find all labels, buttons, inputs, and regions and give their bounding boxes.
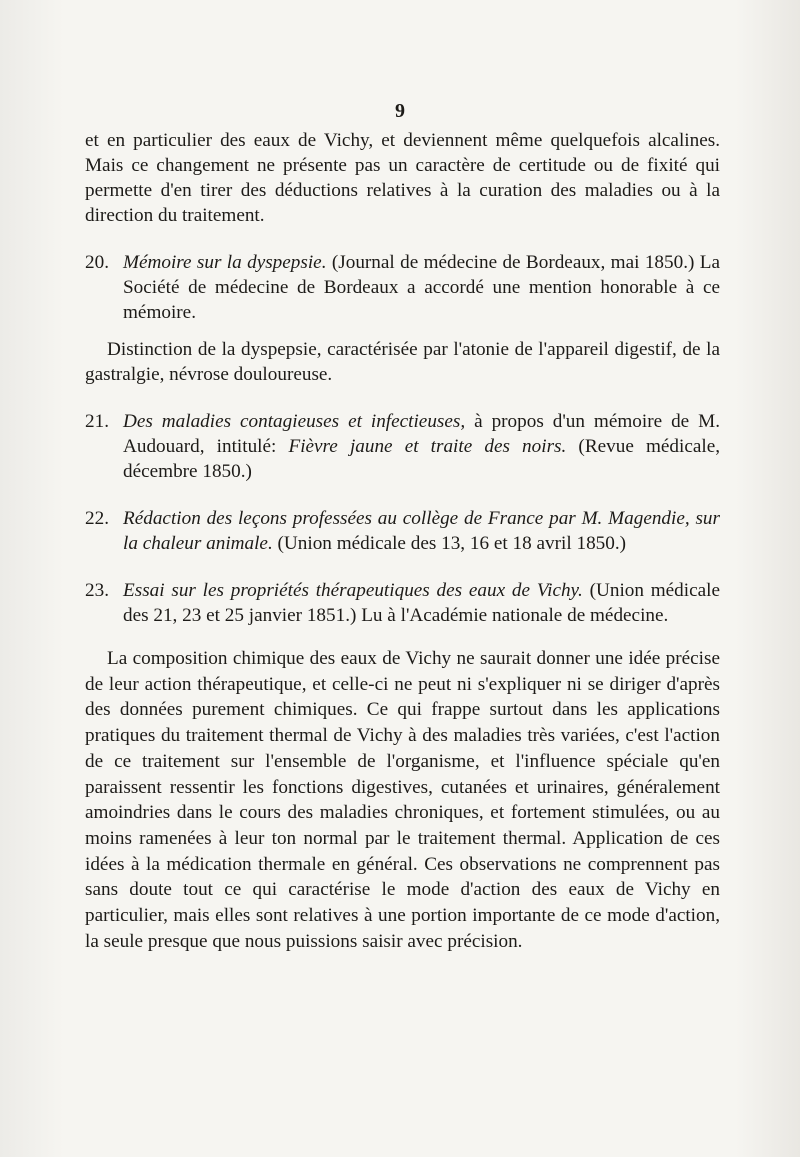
entry-number: 20. <box>85 252 109 273</box>
entry-body <box>123 250 720 325</box>
entry-citation: (Revue médicale, décembre 1850.) <box>123 436 721 482</box>
entry-citation: (Journal de médecine de Bordeaux, mai 1850.) La Société de médecine de Bordeaux a accordé une mention honorable à ce mémoire. <box>123 252 720 323</box>
entry-number: 22. <box>85 508 109 529</box>
entry-title: Essai sur les propriétés thérapeutiques des eaux de Vichy. <box>123 580 583 601</box>
page-body <box>85 128 720 954</box>
entry-21 <box>85 409 720 484</box>
entry-citation: (Union médicale des 13, 16 et 18 avril 1850.) <box>272 533 627 554</box>
entry-middle: à propos d'un mémoire de M. Audouard, intitulé: <box>123 411 720 457</box>
entry-22 <box>85 506 720 556</box>
entry-body <box>123 506 720 556</box>
entry-title-secondary: Fièvre jaune et traite des noirs. <box>288 436 567 457</box>
intro-paragraph: et en particulier des eaux de Vichy, et deviennent même quelquefois alcalines. Mais ce changement ne présente pas un caractère de certitude ou de fixité qui permette d'en tirer des déductions relatives à la curation des maladies ou à la direction du traitement. <box>85 130 720 226</box>
entry-citation: (Union médicale des 21, 23 et 25 janvier 1851.) Lu à l'Académie nationale de médecine. <box>123 580 720 626</box>
entry-20-detail: Distinction de la dyspepsie, caractérisée par l'atonie de l'appareil digestif, de la gastralgie, névrose douloureuse. <box>85 339 720 385</box>
page-number: 9 <box>395 100 405 122</box>
entry-number: 23. <box>85 580 109 601</box>
entry-20 <box>85 250 720 325</box>
entry-body <box>123 578 720 628</box>
entry-body <box>123 409 720 484</box>
closing-paragraph: La composition chimique des eaux de Vichy ne saurait donner une idée précise de leur action thérapeutique, et celle-ci ne peut ni s'expliquer ni se diriger d'après des données purement chimiques. Ce qui frappe surtout dans les applications pratiques du traitement thermal de Vichy à des maladies très variées, c'est l'action de ce traitement sur l'ensemble de l'organisme, et l'influence spéciale qu'en paraissent ressentir les fonctions digestives, cutanées et urinaires, généralement amoindries dans le cours des maladies chroniques, et fortement stimulées, ou au moins ramenées à leur ton normal par le traitement thermal. Application de ces idées à la médication thermale en général. Ces observations ne comprennent pas sans doute tout ce qui caractérise le mode d'action des eaux de Vichy en particulier, mais elles sont relatives à une portion importante de ce mode d'action, la seule presque que nous puissions saisir avec précision. <box>85 648 720 952</box>
entry-23 <box>85 578 720 628</box>
entry-title: Des maladies contagieuses et infectieuses, <box>123 411 466 432</box>
entry-number: 21. <box>85 411 109 432</box>
entry-title: Mémoire sur la dyspepsie. <box>123 252 327 273</box>
entry-title: Rédaction des leçons professées au collège de France par M. Magendie, sur la chaleur animale. <box>123 508 720 554</box>
